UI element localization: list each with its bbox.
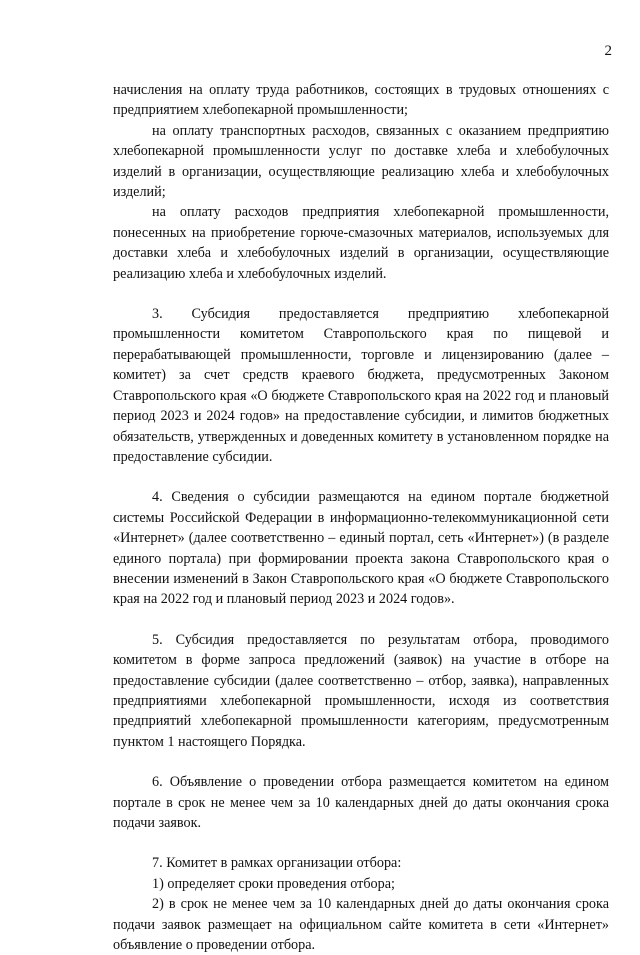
paragraph-item-3: 3. Субсидия предоставляется предприятию хлебопекарной промышленности комитетом Ставропольского края по пищевой и перерабатывающей промышленности, торговле и лицензированию (далее – комитет) за счет средств краевого бюджета, предусмотренных Законом Ставропольского края «О бюджете Ставропольского края на 2022 год и плановый период 2023 и 2024 годов» на предоставление субсидии, и лимитов бюджетных обязательств, утвержденных и доведенных комитету в установленном порядке на предоставление субсидии. <box>113 306 609 465</box>
paragraph-item-6: 6. Объявление о проведении отбора размещается комитетом на едином портале в срок не менее чем за 10 календарных дней до даты окончания срока подачи заявок. <box>113 774 609 831</box>
document-body <box>113 80 609 955</box>
paragraph-item-5: 5. Субсидия предоставляется по результатам отбора, проводимого комитетом в форме запроса предложений (заявок) на участие в отборе на предоставление субсидии (далее соответственно – отбор, заявка), направленных предприятиями хлебопекарной промышленности, исходя из соответствия предприятий хлебопекарной промышленности категориям, предусмотренным пунктом 1 настоящего Порядка. <box>113 631 609 750</box>
paragraph-payroll-charges: начисления на оплату труда работников, состоящих в трудовых отношениях с предприятием хлебопекарной промышленности; <box>113 82 609 119</box>
page-number: 2 <box>604 43 612 59</box>
paragraph-item-4: 4. Сведения о субсидии размещаются на едином портале бюджетной системы Российской Федерации в информационно-телекоммуникационной сети «Интернет» (далее соответственно – единый портал, сеть «Интернет») (в разделе единого портала) при формировании проекта закона Ставропольского края о внесении изменений в Закон Ставропольского края «О бюджете Ставропольского края на 2022 год и плановый период 2023 и 2024 годов». <box>113 489 609 608</box>
paragraph-item-7: 7. Комитет в рамках организации отбора: <box>152 855 402 872</box>
paragraph-item-7-sub-2: 2) в срок не менее чем за 10 календарных дней до даты окончания срока подачи заявок размещает на официальном сайте комитета в сети «Интернет» объявление о проведении отбора. <box>113 896 609 954</box>
paragraph-item-7-sub-1: 1) определяет сроки проведения отбора; <box>152 875 395 892</box>
paragraph-transport-costs: на оплату транспортных расходов, связанных с оказанием предприятию хлебопекарной промышленности услуг по доставке хлеба и хлебобулочных изделий в организации, осуществляющие реализацию хлеба и хлебобулочных изделий; <box>113 122 609 201</box>
paragraph-fuel-costs: на оплату расходов предприятия хлебопекарной промышленности, понесенных на приобретение горюче-смазочных материалов, используемых для доставки хлеба и хлебобулочных изделий в организации, осуществляющие реализацию хлеба и хлебобулочных изделий. <box>113 204 609 282</box>
